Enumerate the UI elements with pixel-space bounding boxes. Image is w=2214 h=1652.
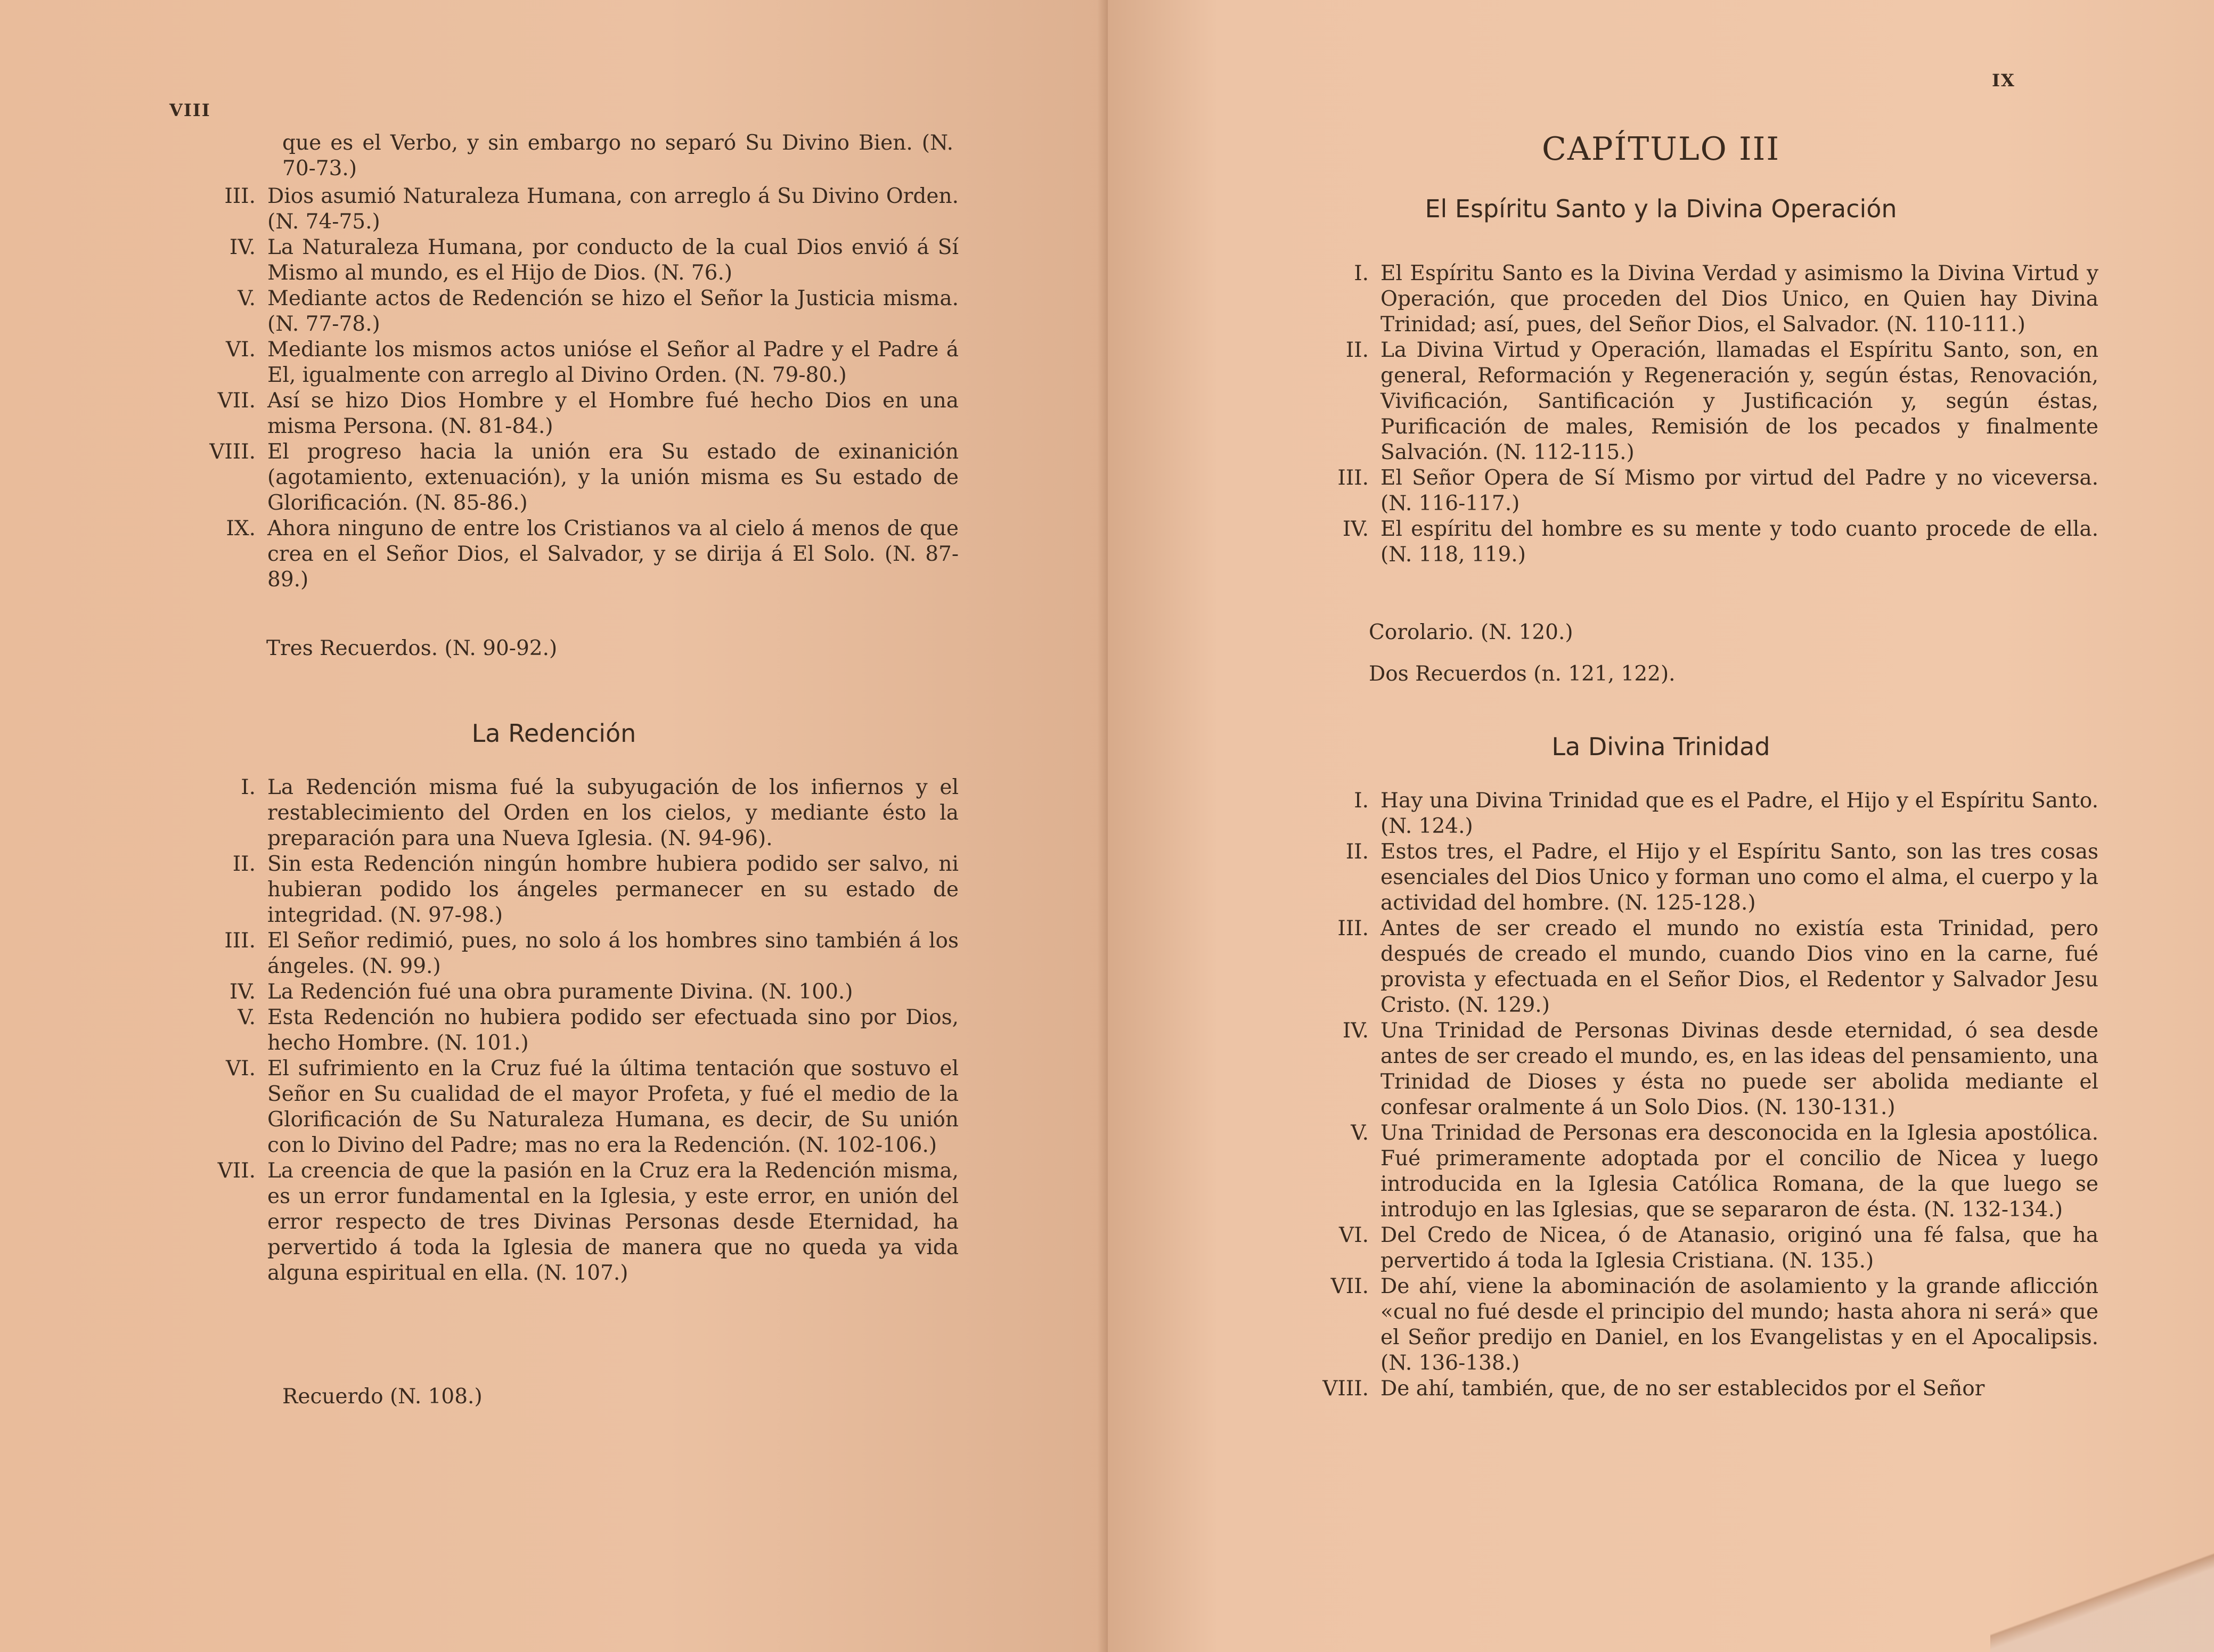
section-title: El Espíritu Santo y la Divina Operación <box>1425 194 1897 223</box>
entry-list-espiritu <box>1305 261 2098 568</box>
recuerdos-note: Tres Recuerdos. (N. 90-92.) <box>266 636 558 660</box>
list-item <box>1305 1376 2098 1402</box>
list-item <box>192 439 959 516</box>
corolario-note: Corolario. (N. 120.) <box>1369 620 1573 644</box>
entry-list-top <box>192 184 959 593</box>
recuerdo-note: Recuerdo (N. 108.) <box>282 1385 483 1409</box>
list-item <box>1305 1018 2098 1121</box>
entry-text: Hay una Divina Trinidad que es el Padre, el Hijo y el Espíritu Santo. (N. 124.) <box>1380 789 2098 838</box>
entry-text: La creencia de que la pasión en la Cruz era la Redención misma, es un error fundamental en la Iglesia, y este error, en unión del error respecto de tres Divinas Personas desde Eternidad, ha pervertido á toda la Iglesia de manera que no queda ya vida alguna espiritual en ella. (N. 107.) <box>267 1159 959 1285</box>
list-item <box>192 516 959 593</box>
list-item <box>1305 1223 2098 1274</box>
entry-number: IV. <box>1342 517 1369 541</box>
entry-number: VI. <box>1339 1223 1369 1247</box>
section-title: La Redención <box>471 719 636 748</box>
entry-number: I. <box>241 775 256 799</box>
list-item <box>1305 1121 2098 1223</box>
entry-number: II. <box>1345 338 1369 362</box>
page-curl <box>1990 1535 2214 1652</box>
page-number: IX <box>1992 70 2015 91</box>
recuerdos-note: Dos Recuerdos (n. 121, 122). <box>1369 662 1676 686</box>
continuation-text: que es el Verbo, y sin embargo no separó Su Divino Bien. (N. 70-73.) <box>282 131 953 181</box>
list-item <box>1305 338 2098 465</box>
list-item <box>192 979 959 1005</box>
entry-number: III. <box>1337 917 1369 941</box>
entry-text: Una Trinidad de Personas Divinas desde eternidad, ó sea desde antes de ser creado el mundo, es, en las ideas del pensamiento, una Trinidad de Dioses y ésta no puede ser abolida mediante el confesar oralmente á un Solo Dios. (N. 130-131.) <box>1380 1019 2098 1119</box>
list-item <box>1305 788 2098 839</box>
entry-text: La Divina Virtud y Operación, llamadas el Espíritu Santo, son, en general, Reformación y Regeneración y, según éstas, Renovación, Vivificación, Santificación y Justificación y, según éstas, Purificación de males, Remisión de los pecados y finalmente Salvación. (N. 112-115.) <box>1380 338 2098 464</box>
entry-number: IX. <box>226 517 256 541</box>
list-item <box>192 337 959 388</box>
entry-text: La Redención misma fué la subyugación de los infiernos y el restablecimiento del Orden en los cielos, y mediante ésto la preparación para una Nueva Iglesia. (N. 94-96). <box>267 775 959 850</box>
entry-number: I. <box>1354 261 1369 285</box>
entry-text: Sin esta Redención ningún hombre hubiera podido ser salvo, ni hubieran podido los ángeles permanecer en su estado de integridad. (N. 97-98.) <box>267 852 959 927</box>
entry-number: IV. <box>229 980 256 1004</box>
entry-text: De ahí, también, que, de no ser establecidos por el Señor <box>1380 1377 1985 1401</box>
entry-text: Del Credo de Nicea, ó de Atanasio, originó una fé falsa, que ha pervertido á toda la Iglesia Cristiana. (N. 135.) <box>1380 1223 2098 1273</box>
list-item <box>192 286 959 337</box>
entry-text: El Señor Opera de Sí Mismo por virtud del Padre y no viceversa. (N. 116-117.) <box>1380 466 2098 516</box>
list-item <box>192 184 959 235</box>
entry-number: VI. <box>226 338 256 362</box>
entry-number: VIII. <box>1322 1377 1369 1401</box>
entry-number: VII. <box>217 1159 256 1183</box>
list-item <box>192 852 959 928</box>
entry-text: La Naturaleza Humana, por conducto de la cual Dios envió á Sí Mismo al mundo, es el Hijo de Dios. (N. 76.) <box>267 235 959 285</box>
list-item <box>192 928 959 979</box>
section-title-trinidad: La Divina Trinidad <box>1551 732 1770 761</box>
list-item <box>1305 261 2098 338</box>
list-item <box>1305 1274 2098 1376</box>
entry-text: Así se hizo Dios Hombre y el Hombre fué hecho Dios en una misma Persona. (N. 81-84.) <box>267 389 959 438</box>
chapter-title: CAPÍTULO III <box>1541 130 1780 168</box>
list-item <box>192 1005 959 1056</box>
entry-text: La Redención fué una obra puramente Divina. (N. 100.) <box>267 980 853 1004</box>
entry-text: Estos tres, el Padre, el Hijo y el Espíritu Santo, son las tres cosas esenciales del Dios Unico y forman uno como el alma, el cuerpo y la actividad del hombre. (N. 125-128.) <box>1380 840 2098 915</box>
entry-number: IV. <box>1342 1019 1369 1043</box>
list-item <box>192 235 959 286</box>
entry-number: II. <box>1345 840 1369 864</box>
entry-number: III. <box>224 184 256 208</box>
entry-number: I. <box>1354 789 1369 813</box>
entry-number: IV. <box>229 235 256 259</box>
entry-text: El espíritu del hombre es su mente y todo cuanto procede de ella. (N. 118, 119.) <box>1380 517 2098 567</box>
entry-number: V. <box>238 1005 256 1029</box>
entry-text: De ahí, viene la abominación de asolamiento y la grande aflicción «cual no fué desde el principio del mundo; hasta ahora ni será» que el Señor predijo en Daniel, en los Evangelistas y en el Apocalipsis. (N. 136-138.) <box>1380 1274 2098 1375</box>
entry-text: Antes de ser creado el mundo no existía esta Trinidad, pero después de creado el mundo, cuando Dios vino en la carne, fué provista y efectuada en el Señor Dios, el Redentor y Salvador Jesu Cristo. (N. 129.) <box>1380 917 2098 1017</box>
entry-text: Ahora ninguno de entre los Cristianos va al cielo á menos de que crea en el Señor Dios, el Salvador, y se dirija á El Solo. (N. 87-89.) <box>267 517 959 592</box>
list-item <box>1305 465 2098 517</box>
list-item <box>192 775 959 852</box>
list-item <box>1305 839 2098 916</box>
entry-list-redencion <box>192 775 959 1286</box>
list-item <box>192 1158 959 1286</box>
list-item <box>1305 916 2098 1018</box>
entry-text: El Señor redimió, pues, no solo á los hombres sino también á los ángeles. (N. 99.) <box>267 929 959 978</box>
entry-number: V. <box>1351 1121 1369 1145</box>
entry-text: Mediante los mismos actos unióse el Señor al Padre y el Padre á El, igualmente con arreglo al Divino Orden. (N. 79-80.) <box>267 338 959 387</box>
entry-number: V. <box>238 287 256 310</box>
entry-number: II. <box>232 852 256 876</box>
entry-list-trinidad <box>1305 788 2098 1402</box>
entry-number: III. <box>1337 466 1369 490</box>
entry-number: VI. <box>226 1057 256 1081</box>
entry-text: Mediante actos de Redención se hizo el Señor la Justicia misma. (N. 77-78.) <box>267 287 959 336</box>
entry-text: Dios asumió Naturaleza Humana, con arreglo á Su Divino Orden. (N. 74-75.) <box>267 184 959 234</box>
entry-number: VIII. <box>209 440 256 464</box>
entry-text: Una Trinidad de Personas era desconocida en la Iglesia apostólica. Fué primeramente adoptada por el concilio de Nicea y luego introducida en la Iglesia Católica Romana, de la que luego se introdujo en las Iglesias, que se separaron de ésta. (N. 132-134.) <box>1380 1121 2098 1222</box>
list-item <box>192 1056 959 1158</box>
entry-text: El Espíritu Santo es la Divina Verdad y asimismo la Divina Virtud y Operación, que proceden del Dios Unico, en Quien hay Divina Trinidad; así, pues, del Señor Dios, el Salvador. (N. 110-111.) <box>1380 261 2098 337</box>
entry-text: El sufrimiento en la Cruz fué la última tentación que sostuvo el Señor en Su cualidad de el mayor Profeta, y fué el medio de la Glorificación de Su Naturaleza Humana, es decir, de Su unión con lo Divino del Padre; mas no era la Redención. (N. 102-106.) <box>267 1057 959 1157</box>
entry-number: III. <box>224 929 256 953</box>
entry-number: VII. <box>217 389 256 413</box>
entry-text: El progreso hacia la unión era Su estado de exinanición (agotamiento, extenuación), y la unión misma es Su estado de Glorificación. (N. 85-86.) <box>267 440 959 515</box>
entry-number: VII. <box>1330 1274 1369 1298</box>
page-number: VIII <box>169 100 211 120</box>
entry-text: Esta Redención no hubiera podido ser efectuada sino por Dios, hecho Hombre. (N. 101.) <box>267 1005 959 1055</box>
right-page <box>1108 0 2214 1652</box>
list-item <box>192 388 959 439</box>
list-item <box>1305 517 2098 568</box>
